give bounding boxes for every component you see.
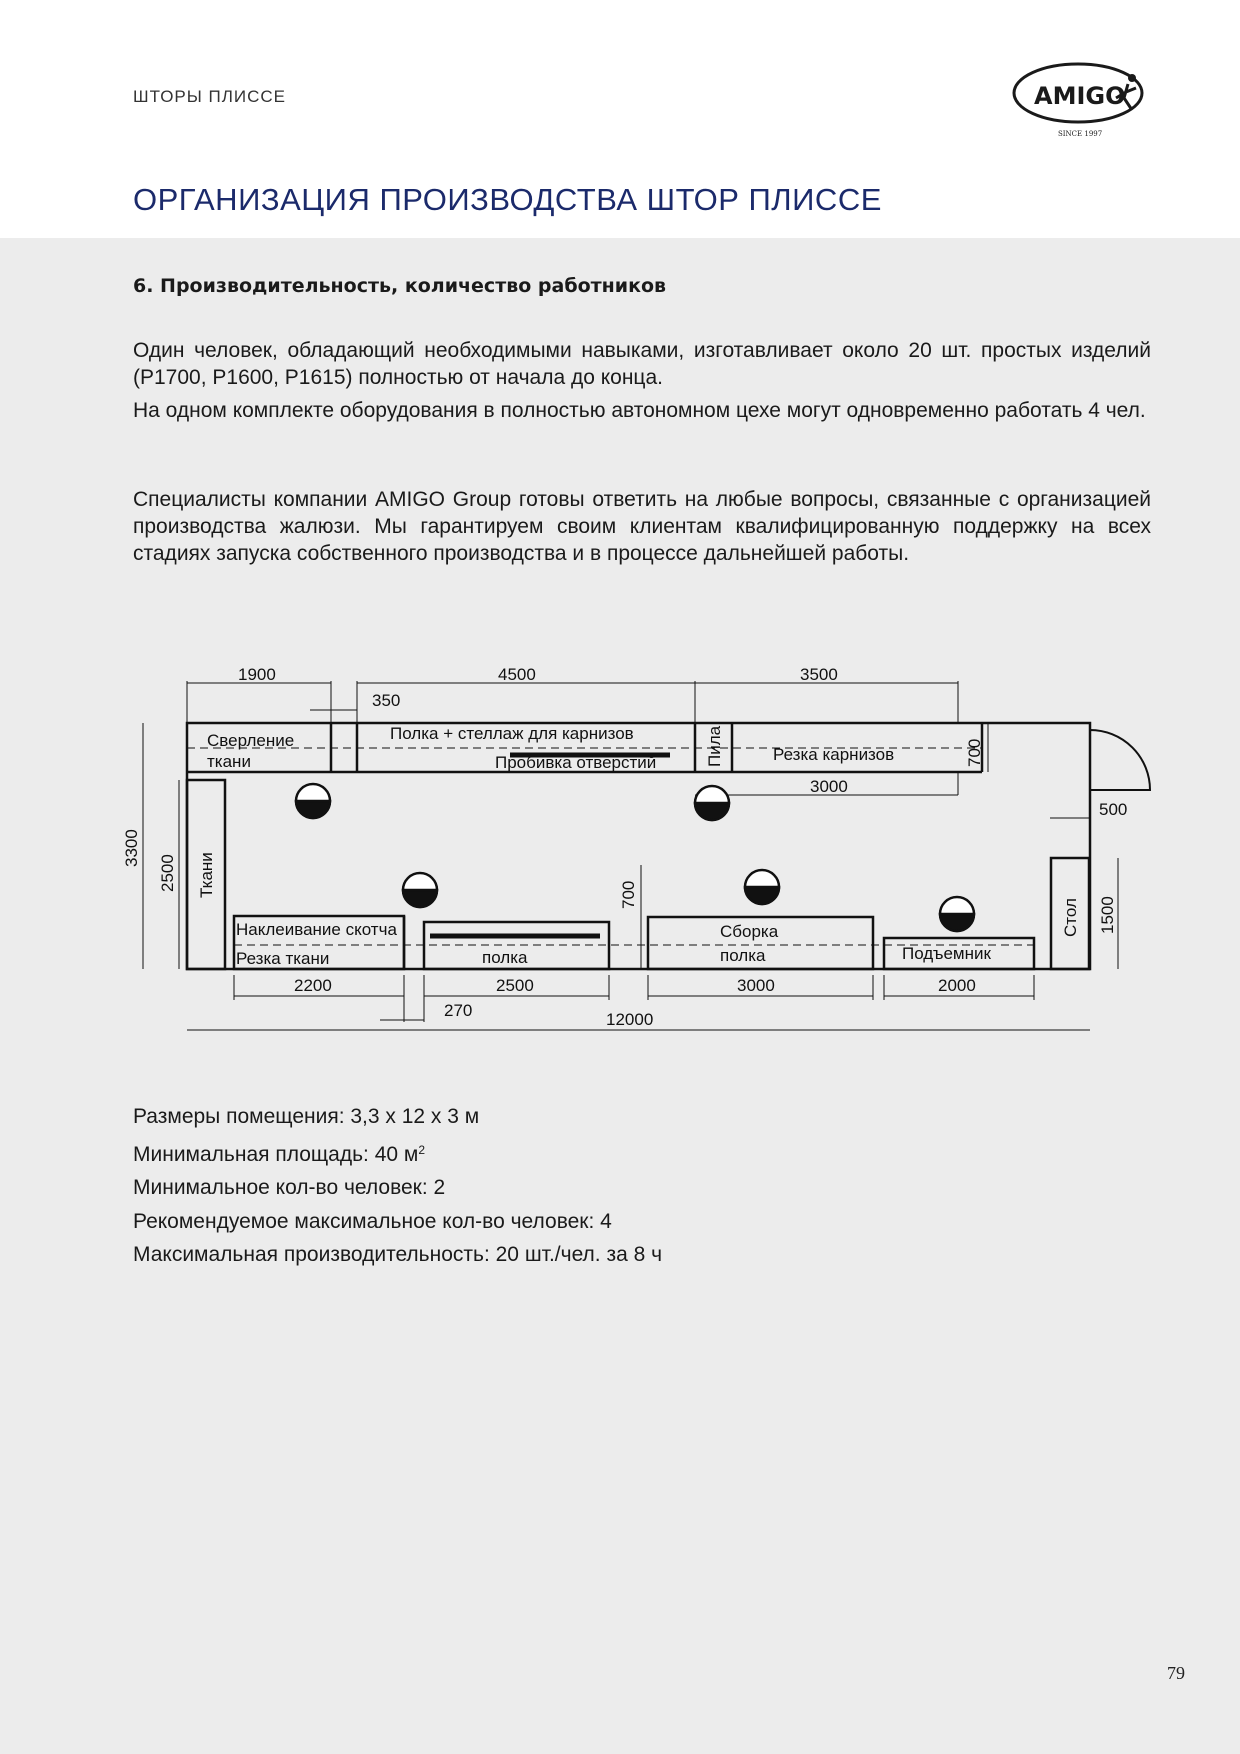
paragraph-productivity: Один человек, обладающий необходимыми навыками, изготавливает около 20 шт. простых изделий (P1700, P1600, P1615) полностью от начала до конца. — [133, 339, 1151, 389]
dim-700-right: 700 — [965, 738, 984, 767]
dim-1500: 1500 — [1098, 896, 1117, 934]
spec-max-people: Рекомендуемое максимальное кол-во человек: 4 — [133, 1209, 612, 1233]
dim-700-mid: 700 — [619, 880, 638, 909]
svg-text:AMIGO: AMIGO — [1034, 82, 1126, 110]
label-assembly: Сборка — [720, 922, 779, 941]
spec-min-area — [133, 1134, 662, 1172]
label-table: Стол — [1061, 898, 1080, 937]
spec-max-output: Максимальная производительность: 20 шт./чел. за 8 ч — [133, 1243, 663, 1266]
label-fabrics: Ткани — [197, 852, 216, 898]
page-header — [0, 0, 1240, 238]
dim-3000-bottom: 3000 — [737, 976, 775, 995]
section-heading: 6. Производительность, количество работников — [133, 275, 667, 297]
label-cornice-cut: Резка карнизов — [773, 745, 895, 764]
section-label: ШТОРЫ ПЛИССЕ — [133, 87, 287, 106]
spec-room-size: Размеры помещения: 3,3 х 12 х 3 м — [133, 1105, 480, 1128]
dim-270: 270 — [444, 1001, 473, 1020]
paragraph-support: Специалисты компании AMIGO Group готовы ответить на любые вопросы, связанные с организацией производства жалюзи. Мы гарантируем своим клиентам квалифицированную поддержку на всех стадиях запуска собственного производства и в процессе дальнейшей работы. — [133, 488, 1151, 565]
dim-1900: 1900 — [238, 665, 276, 684]
dim-4500: 4500 — [498, 665, 536, 684]
dim-3300: 3300 — [122, 829, 141, 867]
dim-3000-top: 3000 — [810, 777, 848, 796]
label-lift: Подъемник — [902, 944, 991, 963]
dim-350: 350 — [372, 691, 401, 710]
label-drilling-2: ткани — [207, 752, 251, 771]
paragraph-workers: На одном комплекте оборудования в полностью автономном цехе могут одновременно работать 4 чел. — [133, 399, 1146, 422]
label-shelf-1: полка — [482, 948, 528, 967]
svg-text:SINCE 1997: SINCE 1997 — [1058, 130, 1103, 138]
label-punching: Пробивка отверстий — [495, 753, 657, 772]
spec-min-people: Минимальное кол-во человек: 2 — [133, 1176, 446, 1199]
amigo-logo — [1012, 58, 1154, 144]
floor-plan-diagram — [110, 655, 1170, 1050]
label-shelf-2: полка — [720, 946, 766, 965]
label-fabric-cut: Резка ткани — [236, 949, 330, 968]
page-number: 79 — [1167, 1663, 1185, 1683]
dim-3500: 3500 — [800, 665, 838, 684]
spec-min-area-sup: 2 — [418, 1142, 426, 1157]
dim-2200: 2200 — [294, 976, 332, 995]
specs-list — [133, 1100, 662, 1272]
label-shelf-rack: Полка + стеллаж для карнизов — [390, 724, 634, 743]
label-tape: Наклеивание скотча — [236, 920, 397, 939]
spec-min-area-text: Минимальная площадь: 40 м — [133, 1142, 419, 1166]
page-title: ОРГАНИЗАЦИЯ ПРОИЗВОДСТВА ШТОР ПЛИССЕ — [133, 182, 882, 217]
dim-2500-left: 2500 — [158, 854, 177, 892]
dim-12000: 12000 — [606, 1010, 654, 1029]
label-drilling-1: Сверление — [207, 731, 295, 750]
label-saw: Пила — [705, 725, 724, 767]
dim-2500-bottom: 2500 — [496, 976, 534, 995]
dim-500: 500 — [1099, 800, 1128, 819]
dim-2000: 2000 — [938, 976, 976, 995]
